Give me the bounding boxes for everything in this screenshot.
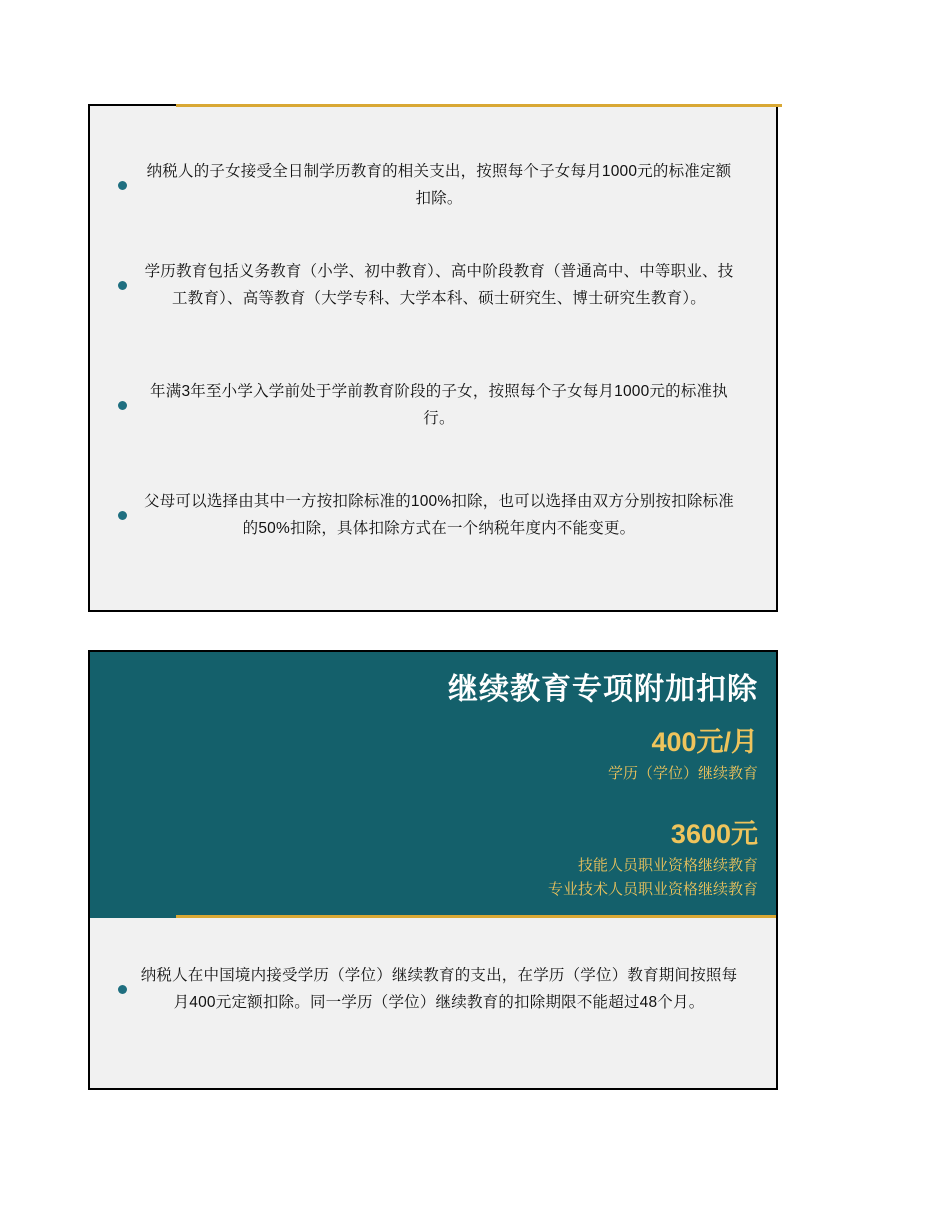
child-education-card (88, 104, 778, 612)
list-item (118, 378, 752, 432)
list-item-text: 学历教育包括义务教育（小学、初中教育）、高中阶段教育（普通高中、中等职业、技工教育）、高等教育（大学专科、大学本科、硕士研究生、博士研究生教育）。 (144, 263, 734, 307)
amount-primary-caption: 学历（学位）继续教育 (607, 765, 758, 782)
list-item-text: 纳税人的子女接受全日制学历教育的相关支出，按照每个子女每月1000元的标准定额扣除。 (146, 163, 732, 207)
list-item-text: 年满3年至小学入学前处于学前教育阶段的子女，按照每个子女每月1000元的标准执行。 (150, 383, 728, 427)
list-item (118, 488, 752, 542)
bullet-dot-icon (118, 511, 127, 520)
continuing-education-banner (90, 652, 776, 918)
bullet-dot-icon (118, 181, 127, 190)
bullet-dot-icon (118, 985, 127, 994)
gold-divider-top (176, 104, 782, 107)
list-item (118, 258, 752, 312)
list-item (118, 962, 752, 1016)
amount-primary: 400元/月 (651, 727, 758, 757)
amount-secondary: 3600元 (670, 819, 758, 849)
list-item-text: 纳税人在中国境内接受学历（学位）继续教育的支出，在学历（学位）教育期间按照每月400元定额扣除。同一学历（学位）继续教育的扣除期限不能超过48个月。 (140, 967, 738, 1011)
bullet-dot-icon (118, 281, 127, 290)
banner-title: 继续教育专项附加扣除 (448, 673, 758, 706)
gold-divider-banner (176, 915, 776, 918)
continuing-education-card (88, 650, 778, 1090)
amount-secondary-caption-2: 专业技术人员职业资格继续教育 (547, 881, 758, 898)
bullet-dot-icon (118, 401, 127, 410)
list-item (118, 158, 752, 212)
list-item-text: 父母可以选择由其中一方按扣除标准的100%扣除，也可以选择由双方分别按扣除标准的50%扣除，具体扣除方式在一个纳税年度内不能变更。 (144, 493, 734, 537)
amount-secondary-caption-1: 技能人员职业资格继续教育 (577, 857, 758, 874)
